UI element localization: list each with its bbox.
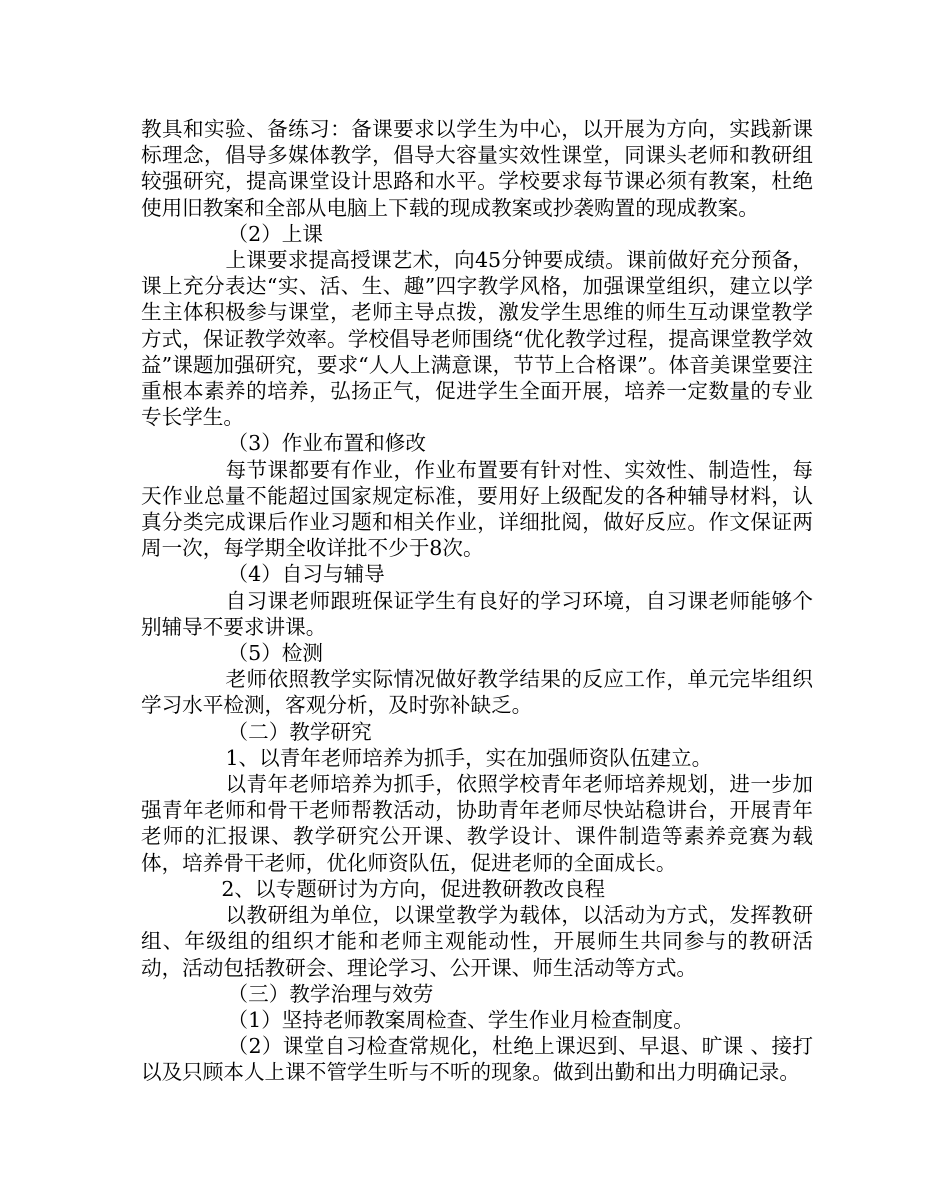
heading-homework: （3）作业布置和修改 <box>227 431 426 456</box>
section-management-service: （三）教学治理与效劳 <box>227 981 434 1006</box>
paragraph-attend-class: 上课要求提高授课艺术，向45分钟要成绩。课前做好充分预备，课上充分表达“实、活、生、趣”四字教学风格，加强课堂组织，建立以学生主体积极参与课堂，老师主导点拨，激发学生思维的师生互动课堂教学方式，保证教学效率。学校倡导老师围绕“优化教学过程，提高课堂教学效益”课题加强研究，要求“人人上满意课，节节上合格课”。体音美课堂要注重根本素养的培养，弘扬正气，促进学生全面开展，培养一定数量的专业专长学生。 <box>141 248 813 430</box>
paragraph-topic-research: 以教研组为单位，以课堂教学为载体，以活动为方式，发挥教研组、年级组的组织才能和老师主观能动性，开展师生共同参与的教研活动，活动包括教研会、理论学习、公开课、师生活动等方式。 <box>141 903 813 980</box>
section-teaching-research: （二）教学研究 <box>227 719 372 744</box>
item-inspection: （1）坚持老师教案周检查、学生作业月检查制度。 <box>227 1007 694 1032</box>
item-classroom-check: （2）课堂自习检查常规化，杜绝上课迟到、早退、旷课 、接打以及只顾本人上课不管学生听与不听的现象。做到出勤和出力明确记录。 <box>141 1034 813 1085</box>
document-page <box>141 116 813 1086</box>
paragraph-self-study: 自习课老师跟班保证学生有良好的学习环境，自习课老师能够个别辅导不要求讲课。 <box>141 588 813 639</box>
heading-testing: （5）检测 <box>227 641 323 666</box>
heading-self-study: （4）自习与辅导 <box>227 562 385 587</box>
heading-attend-class: （2）上课 <box>227 221 323 246</box>
paragraph-testing: 老师依照教学实际情况做好教学结果的反应工作，单元完毕组织学习水平检测，客观分析，及时弥补缺乏。 <box>141 667 813 718</box>
subheading-young-teachers: 1、以青年老师培养为抓手，实在加强师资队伍建立。 <box>225 745 713 770</box>
paragraph-young-teachers: 以青年老师培养为抓手，依照学校青年老师培养规划，进一步加强青年老师和骨干老师帮教活动，协助青年老师尽快站稳讲台，开展青年老师的汇报课、教学研究公开课、教学设计、课件制造等素养竞赛为载体，培养骨干老师，优化师资队伍，促进老师的全面成长。 <box>141 772 813 875</box>
paragraph-homework: 每节课都要有作业，作业布置要有针对性、实效性、制造性，每天作业总量不能超过国家规定标准，要用好上级配发的各种辅导材料，认真分类完成课后作业习题和相关作业，详细批阅，做好反应。作文保证两周一次，每学期全收详批不少于8次。 <box>141 457 813 561</box>
subheading-topic-research: 2、以专题研讨为方向，促进教研教改良程 <box>221 876 606 901</box>
paragraph-lesson-prep: 教具和实验、备练习：备课要求以学生为中心，以开展为方向，实践新课标理念，倡导多媒体教学，倡导大容量实效性课堂，同课头老师和教研组较强研究，提高课堂设计思路和水平。学校要求每节课必须有教案，杜绝使用旧教案和全部从电脑上下载的现成教案或抄袭购置的现成教案。 <box>141 117 813 220</box>
